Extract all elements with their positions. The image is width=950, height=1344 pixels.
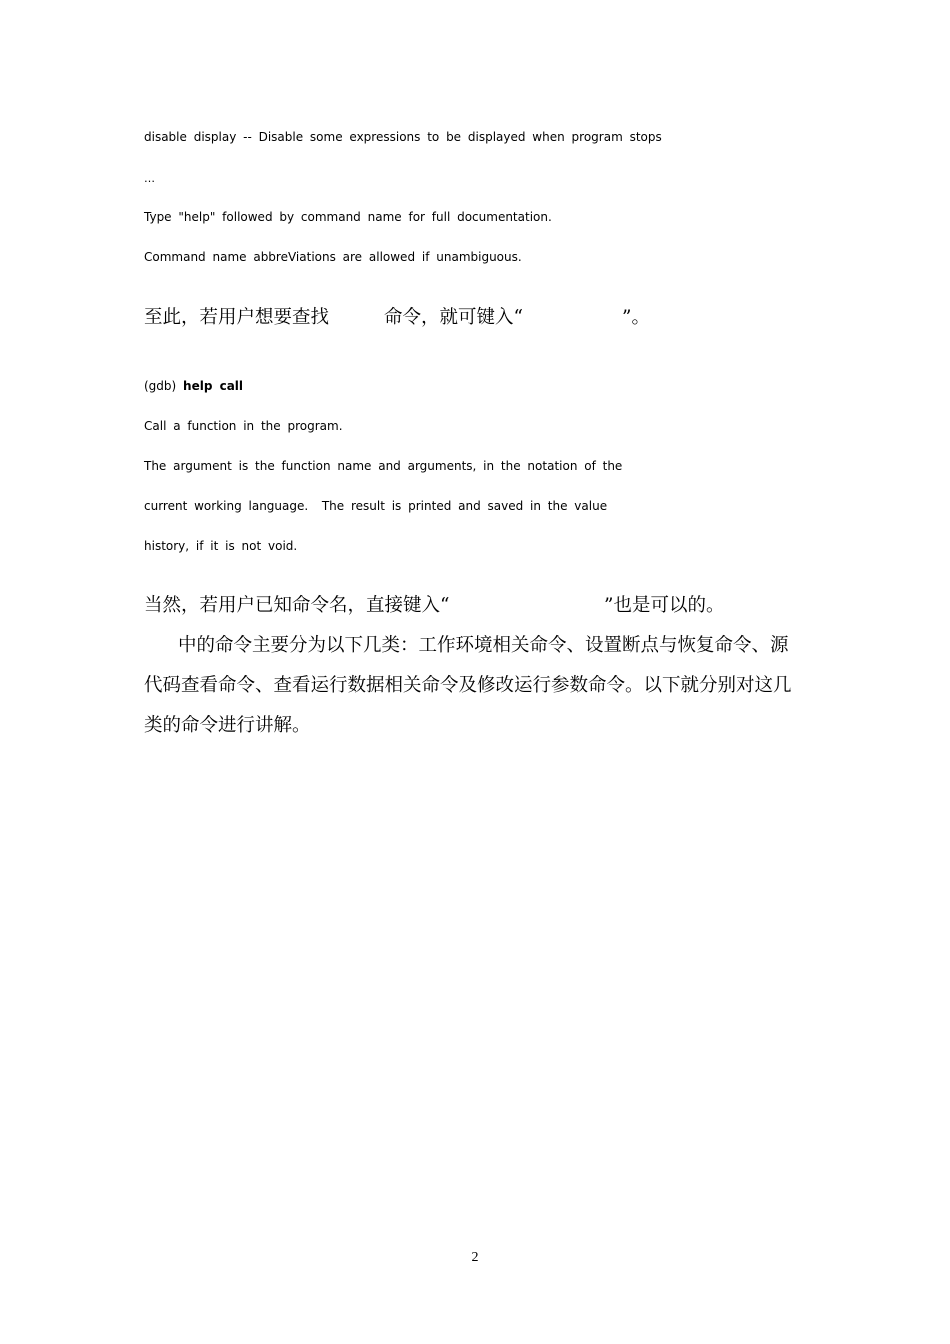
help-call-output-line4: history, if it is not void. [144, 539, 298, 553]
gdb-prompt: (gdb) [144, 379, 184, 393]
paragraph-categories-line1: 中的命令主要分为以下几类：工作环境相关命令、设置断点与恢复命令、源 [178, 635, 789, 656]
help-call-output-line2: The argument is the function name and arguments, in the notation of the [144, 459, 623, 473]
paragraph-known-command-part1: 当然，若用户已知命令名，直接键入“ [144, 595, 450, 616]
help-call-output-line1: Call a function in the program. [144, 419, 343, 433]
help-listing-line-disable-display: disable display -- Disable some expressions to be displayed when program stops [144, 130, 662, 144]
paragraph-categories-line3: 类的命令进行讲解。 [144, 715, 311, 736]
help-call-command: help call [183, 379, 244, 393]
help-listing-line-type-help: Type "help" followed by command name for full documentation. [144, 210, 552, 224]
paragraph-find-command-part1: 至此，若用户想要查找 [144, 307, 330, 328]
help-call-command-line [144, 378, 243, 394]
paragraph-categories-line2: 代码查看命令、查看运行数据相关命令及修改运行参数命令。以下就分别对这几 [144, 675, 792, 696]
paragraph-find-command-part2: 命令，就可键入“ [384, 307, 523, 328]
help-listing-line-abbreviations: Command name abbreViations are allowed if unambiguous. [144, 250, 522, 264]
help-listing-ellipsis: … [144, 172, 155, 185]
paragraph-find-command-part3: ”。 [622, 307, 650, 328]
paragraph-known-command-part2: ”也是可以的。 [604, 595, 725, 616]
help-call-output-line3: current working language. The result is printed and saved in the value [144, 499, 608, 513]
page-number: 2 [471, 1250, 479, 1265]
